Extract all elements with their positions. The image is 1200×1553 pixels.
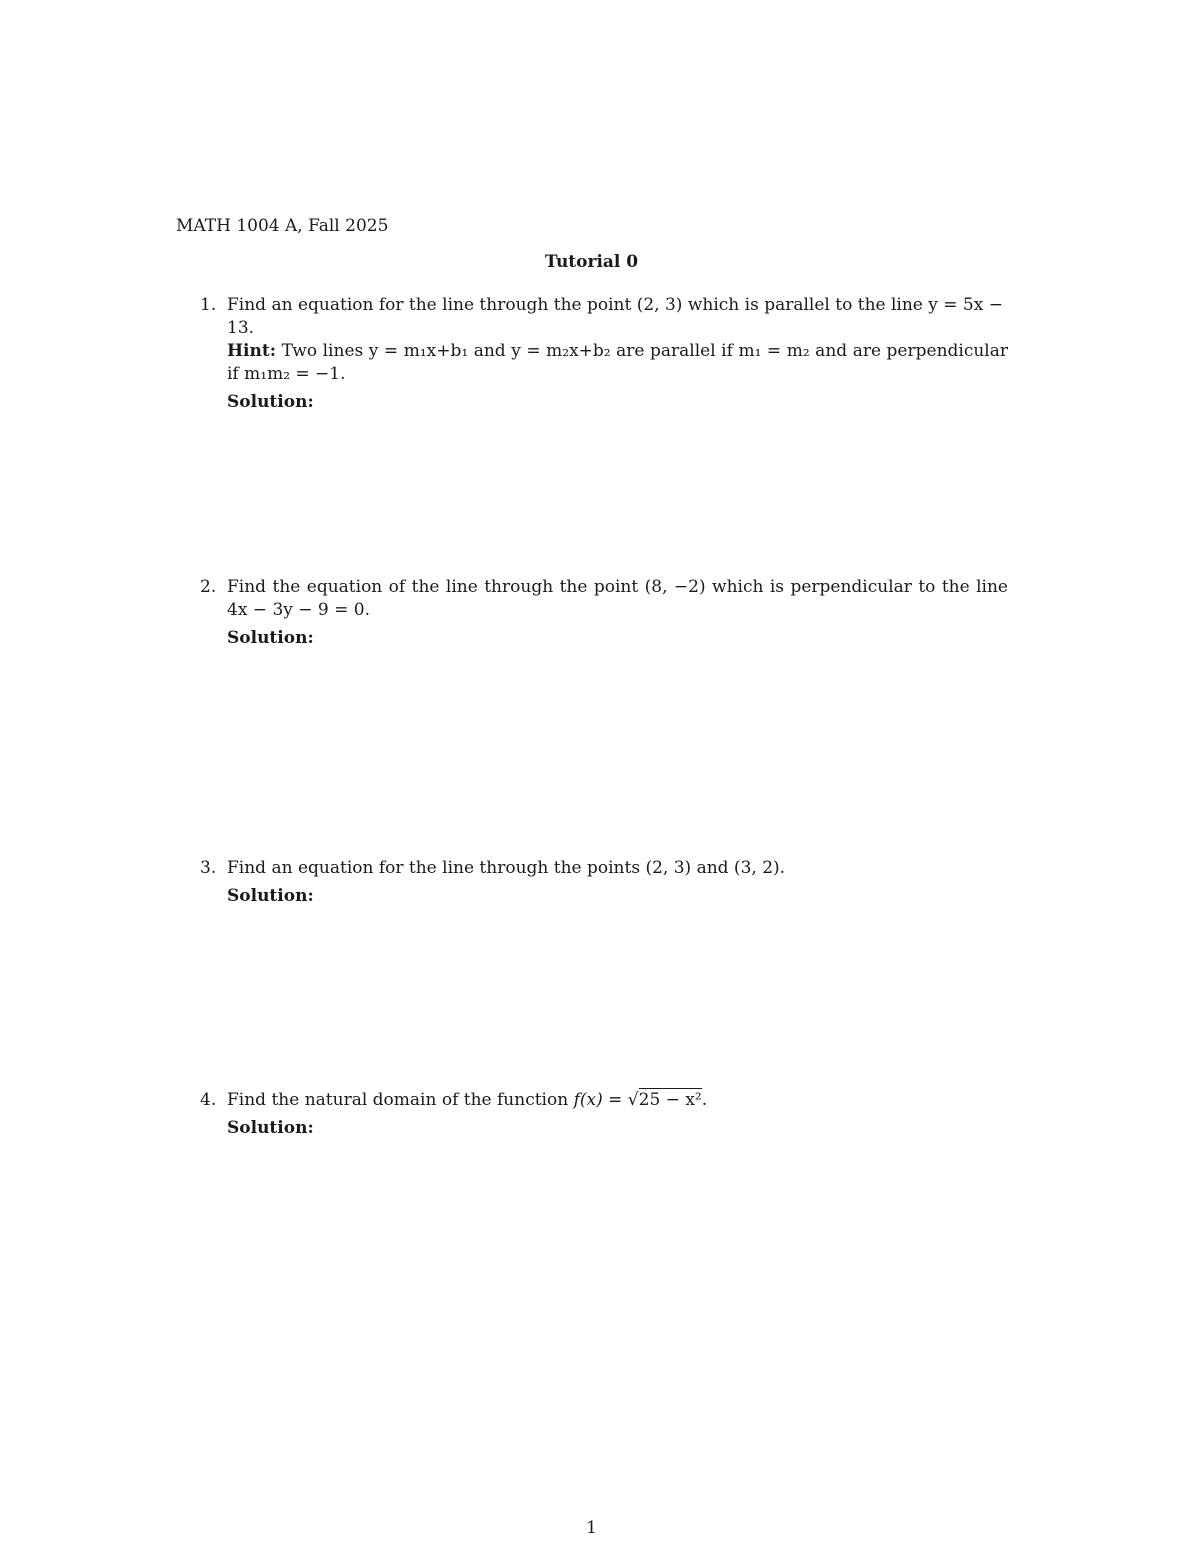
problem-statement — [227, 1089, 1008, 1112]
hint-text: Two lines y = m₁x+b₁ and y = m₂x+b₂ are parallel if m₁ = m₂ and are perpendicular — [281, 341, 1008, 361]
page-number: 1 — [586, 1518, 597, 1538]
solution-label: Solution: — [227, 886, 314, 906]
hint-line-2: if m₁m₂ = −1. — [227, 364, 346, 384]
function-lhs: f(x) = — [573, 1090, 628, 1110]
course-header: MATH 1004 A, Fall 2025 — [176, 216, 389, 236]
problem-statement: Find an equation for the line through the point (2, 3) which is parallel to the line y = 5x − 13. — [227, 295, 1003, 338]
sqrt-symbol: √ — [627, 1090, 639, 1110]
problem-statement-line-1: Find the equation of the line through the point (8, −2) which is perpendicular to the line — [227, 577, 1008, 597]
problem-1 — [200, 294, 1008, 414]
problem-statement: Find an equation for the line through the points (2, 3) and (3, 2). — [227, 858, 786, 878]
problem-number: 3. — [200, 858, 217, 878]
problem-2 — [200, 576, 1008, 650]
solution-label: Solution: — [227, 628, 314, 648]
problem-statement-line-2: 4x − 3y − 9 = 0. — [227, 600, 371, 620]
problem-4 — [200, 1089, 1008, 1140]
hint-label: Hint: — [227, 341, 277, 361]
problem-number: 4. — [200, 1090, 217, 1110]
radicand: 25 − x² — [638, 1090, 702, 1110]
problem-number: 1. — [200, 295, 217, 315]
problem-number: 2. — [200, 577, 217, 597]
statement-prefix: Find the natural domain of the function — [227, 1090, 574, 1110]
problem-3 — [200, 857, 1008, 908]
page-title: Tutorial 0 — [544, 252, 639, 272]
statement-suffix: . — [701, 1090, 708, 1110]
solution-label: Solution: — [227, 1118, 314, 1138]
hint-line-1 — [227, 340, 1008, 363]
solution-label: Solution: — [227, 392, 314, 412]
